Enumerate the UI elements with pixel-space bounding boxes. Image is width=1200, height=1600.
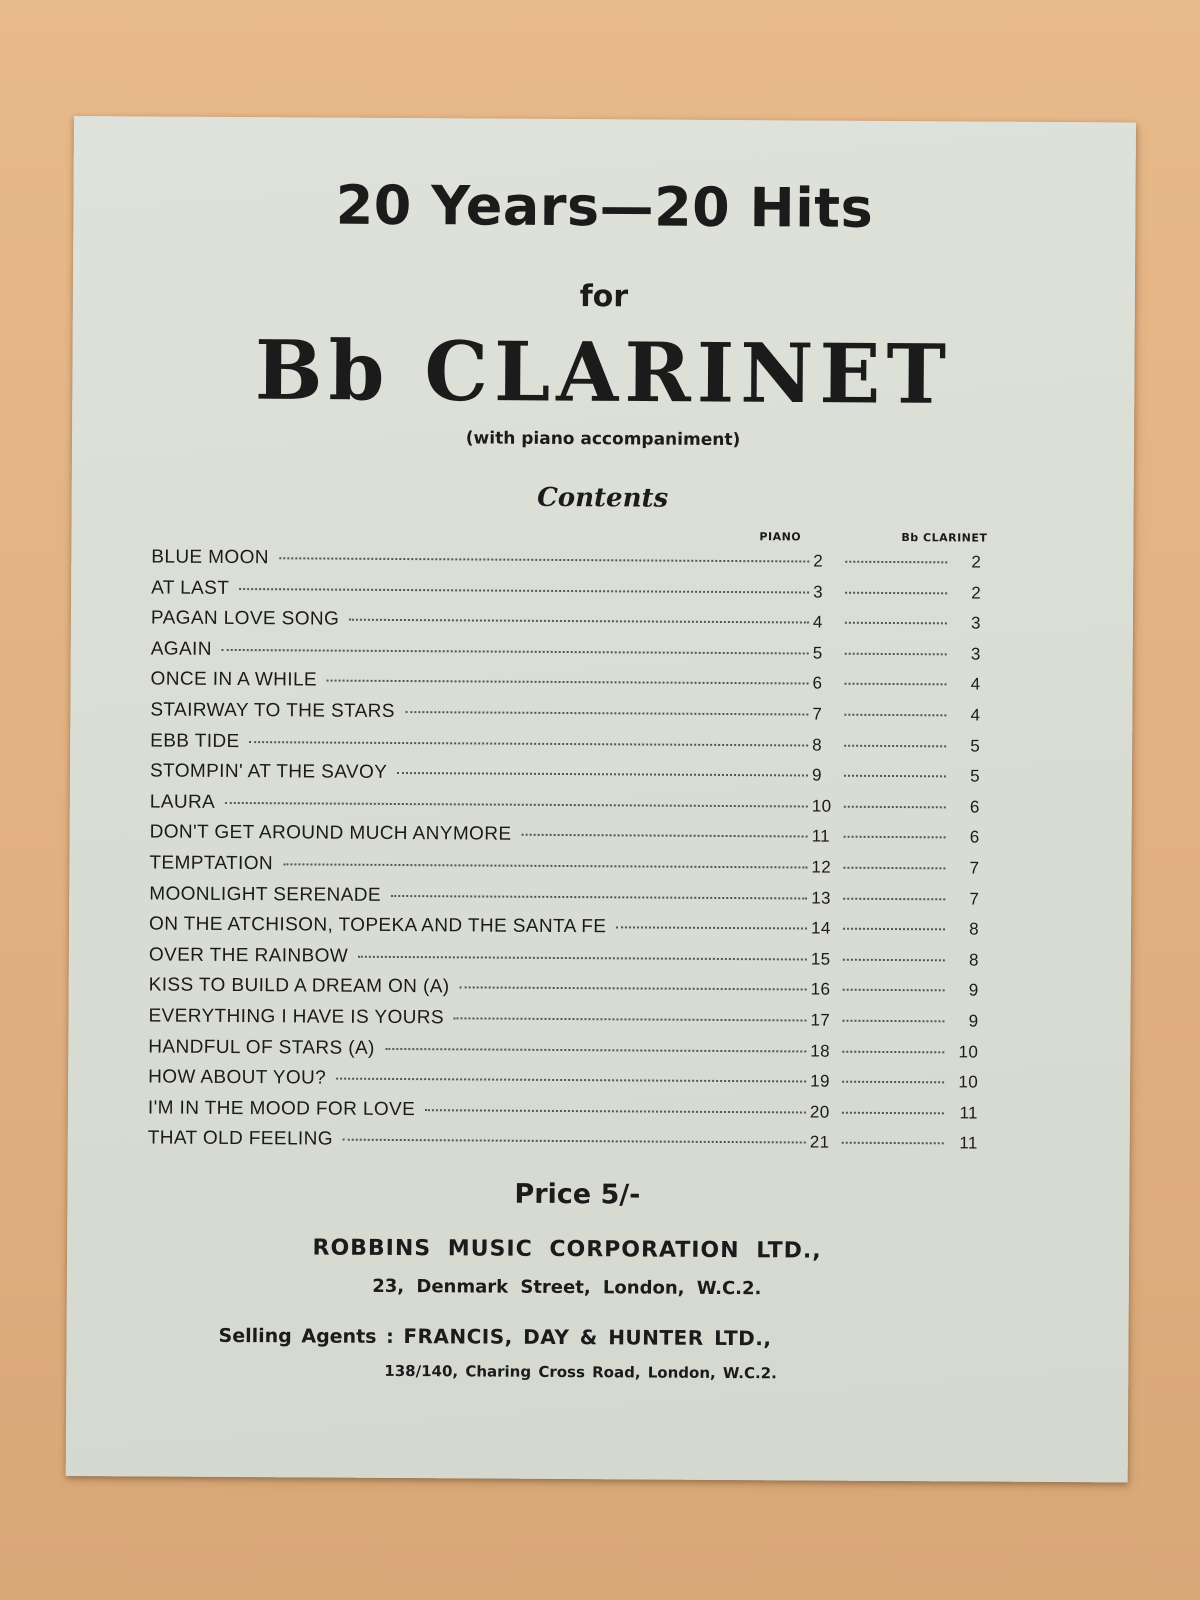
clarinet-page: 6 (969, 827, 980, 847)
clarinet-page: 11 (959, 1103, 978, 1123)
song-title: BLUE MOON (151, 546, 269, 569)
song-title: LAURA (149, 791, 216, 813)
publisher-address: 23, Denmark Street, London, W.C.2. (372, 1275, 762, 1300)
dot-leader (616, 926, 807, 929)
piano-page: 15 (810, 949, 831, 969)
dot-leader (843, 989, 945, 992)
list-item (148, 1005, 978, 1041)
selling-agents-name: FRANCIS, DAY & HUNTER LTD., (403, 1324, 772, 1351)
price: Price 5/- (514, 1178, 641, 1211)
dot-leader (845, 561, 947, 564)
piano-page: 10 (811, 796, 832, 816)
list-item (150, 791, 980, 827)
dot-leader (460, 987, 807, 991)
dot-leader (225, 802, 808, 808)
clarinet-page: 6 (969, 797, 980, 817)
song-title: EVERYTHING I HAVE IS YOURS (148, 1005, 445, 1029)
dot-leader (844, 805, 946, 808)
list-item (151, 608, 981, 644)
list-item (150, 761, 980, 797)
song-title: AGAIN (150, 638, 212, 660)
dot-leader (844, 775, 946, 778)
clarinet-column-header: Bb CLARINET (901, 531, 988, 545)
dot-leader (349, 619, 809, 624)
dot-leader (845, 652, 947, 655)
clarinet-page: 3 (971, 613, 981, 633)
contents-heading: Contents (537, 482, 669, 514)
song-title: DON'T GET AROUND MUCH ANYMORE (149, 821, 512, 846)
dot-leader (845, 591, 947, 594)
selling-agents-address: 138/140, Charing Cross Road, London, W.C.2. (384, 1361, 777, 1383)
piano-page: 2 (813, 551, 824, 571)
clarinet-page: 4 (970, 674, 981, 694)
list-item (149, 852, 979, 888)
piano-page: 11 (811, 826, 831, 846)
song-title: I'M IN THE MOOD FOR LOVE (147, 1097, 416, 1120)
clarinet-page: 7 (969, 858, 980, 878)
clarinet-page: 11 (959, 1133, 978, 1153)
piano-page: 19 (810, 1071, 830, 1091)
dot-leader (842, 1142, 944, 1145)
piano-page: 14 (810, 918, 831, 938)
list-item (150, 699, 980, 735)
dot-leader (842, 1020, 944, 1023)
list-item (149, 944, 979, 980)
song-title: HANDFUL OF STARS (A) (148, 1035, 375, 1059)
dot-leader (842, 1081, 944, 1084)
song-title: STOMPIN' AT THE SAVOY (149, 760, 388, 784)
book-title: 20 Years—20 Hits (335, 173, 874, 240)
dot-leader (283, 863, 807, 868)
song-title: THAT OLD FEELING (147, 1127, 334, 1150)
list-item (148, 1067, 978, 1103)
dot-leader (385, 1047, 806, 1052)
dot-leader (279, 557, 809, 562)
piano-page: 17 (810, 1010, 831, 1030)
song-title: MOONLIGHT SERENADE (149, 883, 382, 906)
clarinet-page: 2 (971, 583, 982, 603)
for-text: for (579, 279, 629, 315)
sheet-music-cover (66, 116, 1136, 1482)
piano-page: 13 (811, 888, 832, 908)
dot-leader (843, 928, 945, 931)
dot-leader (425, 1109, 806, 1113)
dot-leader (358, 955, 807, 960)
list-item (148, 1128, 978, 1164)
song-title: EBB TIDE (150, 730, 240, 752)
piano-page: 4 (812, 612, 823, 632)
list-item (148, 1097, 978, 1133)
song-title: STAIRWAY TO THE STARS (150, 699, 395, 722)
clarinet-page: 4 (970, 705, 981, 725)
dot-leader (842, 1050, 944, 1053)
dot-leader (327, 680, 809, 685)
dot-leader (844, 714, 946, 717)
list-item (150, 669, 980, 705)
song-title: HOW ABOUT YOU? (148, 1066, 327, 1089)
piano-page: 5 (812, 643, 823, 663)
clarinet-page: 9 (968, 1011, 979, 1031)
selling-agents-label: Selling Agents : (218, 1324, 394, 1348)
piano-page: 12 (811, 857, 832, 877)
piano-page: 6 (812, 673, 823, 693)
list-item (151, 638, 981, 674)
dot-leader (454, 1017, 807, 1021)
song-title: KISS TO BUILD A DREAM ON (A) (148, 974, 450, 998)
clarinet-page: 3 (970, 644, 981, 664)
selling-agents (218, 1323, 771, 1350)
song-title: ONCE IN A WHILE (150, 668, 318, 691)
dot-leader (843, 867, 945, 870)
clarinet-page: 5 (970, 736, 981, 756)
list-item (150, 730, 980, 766)
instrument-title: Bb CLARINET (254, 322, 953, 423)
list-item (151, 577, 981, 613)
piano-page: 8 (812, 735, 823, 755)
clarinet-page: 8 (968, 950, 979, 970)
dot-leader (845, 622, 947, 625)
dot-leader (844, 836, 946, 839)
piano-page: 21 (809, 1132, 830, 1152)
song-title: TEMPTATION (149, 852, 274, 875)
piano-page: 20 (809, 1102, 830, 1122)
list-item (149, 883, 979, 919)
dot-leader (343, 1139, 806, 1144)
clarinet-page: 10 (958, 1041, 979, 1062)
list-item (150, 822, 980, 858)
publisher-name: ROBBINS MUSIC CORPORATION LTD., (312, 1235, 822, 1264)
dot-leader (336, 1078, 806, 1083)
dot-leader (844, 744, 946, 747)
song-title: ON THE ATCHISON, TOPEKA AND THE SANTA FE (149, 913, 607, 938)
dot-leader (405, 711, 808, 715)
dot-leader (842, 1111, 944, 1114)
clarinet-page: 8 (969, 919, 980, 939)
dot-leader (843, 897, 945, 900)
dot-leader (521, 834, 807, 838)
subtitle: (with piano accompaniment) (465, 428, 741, 451)
list-item (149, 914, 979, 950)
dot-leader (845, 683, 947, 686)
song-title: AT LAST (151, 577, 230, 599)
dot-leader (397, 772, 808, 777)
piano-page: 7 (812, 704, 823, 724)
song-title: PAGAN LOVE SONG (150, 607, 340, 630)
list-item (151, 546, 981, 582)
dot-leader (843, 958, 945, 961)
piano-page: 3 (813, 582, 824, 602)
dot-leader (250, 741, 809, 746)
clarinet-page: 10 (958, 1072, 979, 1092)
clarinet-page: 9 (968, 980, 979, 1000)
list-item (149, 975, 979, 1011)
list-item (148, 1036, 978, 1072)
piano-page: 9 (811, 765, 822, 785)
song-title: OVER THE RAINBOW (148, 944, 349, 967)
clarinet-page: 5 (970, 766, 981, 786)
piano-page: 18 (810, 1041, 831, 1061)
dot-leader (222, 649, 809, 655)
dot-leader (391, 894, 807, 899)
clarinet-page: 2 (971, 552, 982, 572)
piano-column-header: PIANO (759, 530, 802, 544)
piano-page: 16 (810, 979, 831, 999)
contents-list (148, 546, 982, 1163)
clarinet-page: 7 (969, 889, 980, 909)
dot-leader (239, 588, 809, 593)
